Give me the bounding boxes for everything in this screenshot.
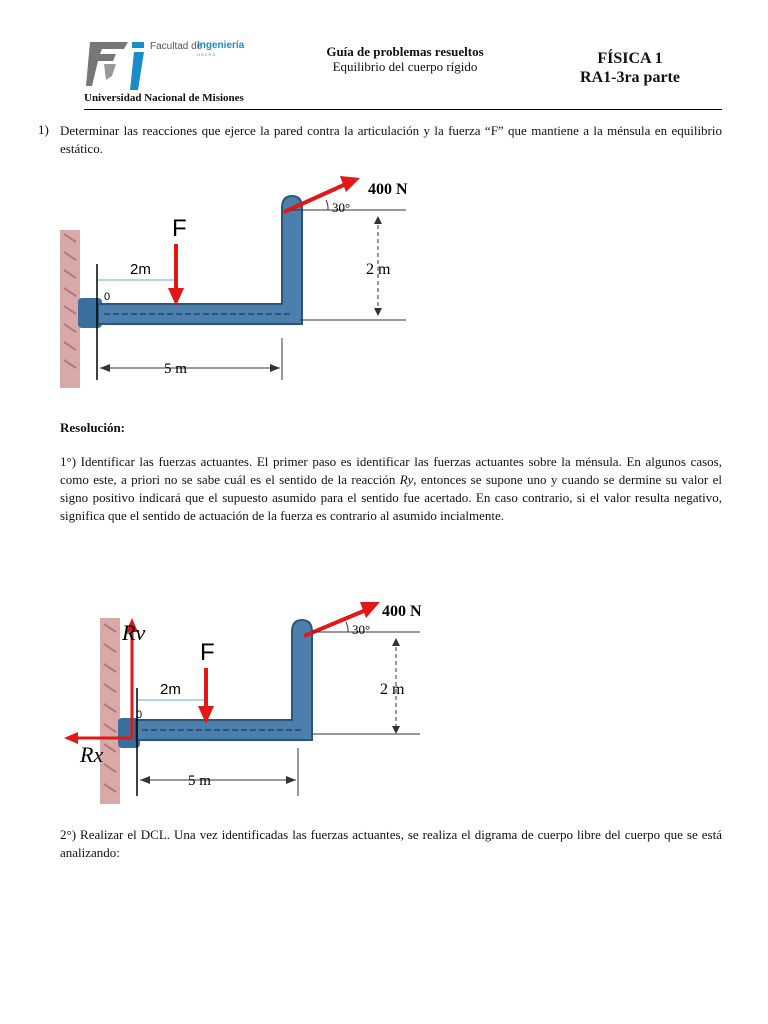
angle-label: 30° [352, 622, 371, 637]
step1-suffix: , entonces se supone uno y cuando se dermine su valor el signo positivo indicará que el supuesto asumido para el sentido fue acertado. En caso contrario, si el valor resulta negativo, significa que el sentido de actuación de la fuerza es contrario al asumido incialmente. [60, 472, 722, 523]
origin-label: 0 [104, 291, 111, 303]
logo-small-text: OBERÁ [197, 52, 217, 57]
wall [100, 618, 120, 804]
angle-label: 30° [332, 200, 351, 215]
logo-faculty-prefix: Facultad de [150, 41, 203, 52]
distance-2m-label: 2m [160, 681, 181, 698]
distance-2m-label: 2m [130, 261, 151, 278]
bracket-figure-2 [56, 598, 426, 804]
force-f-label: F [172, 215, 187, 242]
resolution-title: Resolución: [60, 420, 125, 435]
header-divider [84, 109, 722, 110]
step1-prefix: 1°) Identificar las fuerzas actuantes. El primer paso es identificar las fuerzas actuantes sobre la ménsula. En algunos casos, como este, a priori no se sabe cuál es el sentido de la reacción [60, 454, 722, 487]
length-label: 5 m [188, 773, 211, 789]
guide-subtitle: Equilibrio del cuerpo rígido [332, 59, 478, 74]
force-400-label: 400 N [382, 603, 422, 620]
origin-label: 0 [136, 709, 143, 721]
length-label: 5 m [164, 361, 187, 377]
bracket-arm [98, 196, 302, 324]
rx-label: Rx [80, 742, 104, 767]
problem-number: 1) [38, 122, 49, 137]
unit-title: RA1-3ra parte [580, 69, 680, 86]
logo-faculty-name: Ingeniería [197, 40, 245, 51]
height-label: 2 m [366, 261, 391, 278]
course-title: FÍSICA 1 [597, 50, 663, 67]
step2-paragraph: 2°) Realizar el DCL. Una vez identificadas las fuerzas actuantes, se realiza el digrama de cuerpo libre del cuerpo que se está analizando: [60, 827, 722, 860]
bracket-arm [136, 620, 312, 740]
step1-paragraph [60, 453, 722, 525]
university-name: Universidad Nacional de Misiones [84, 92, 244, 104]
ry-label: Rv [122, 620, 146, 645]
height-label: 2 m [380, 681, 405, 698]
force-f-label: F [200, 639, 215, 666]
bracket-figure-1 [60, 172, 410, 388]
guide-title: Guía de problemas resueltos [326, 44, 484, 59]
force-400-label: 400 N [368, 181, 408, 198]
problem-statement: Determinar las reacciones que ejerce la pared contra la articulación y la fuerza “F” que mantiene a la ménsula en equilibrio estático. [60, 123, 722, 156]
step1-ry: Ry [399, 472, 414, 487]
